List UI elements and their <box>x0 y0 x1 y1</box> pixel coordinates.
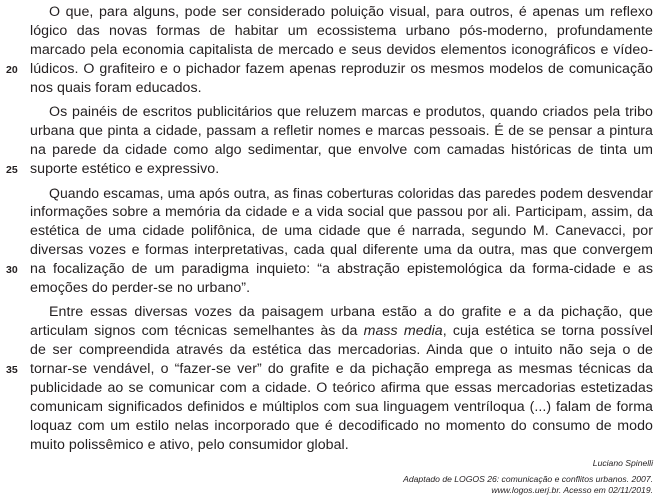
text-line: tornar-se vendável, o “fazer-se ver” do grafite e da pichação emprega as mesmas técnicas da <box>30 361 653 377</box>
text-line: Quando escamas, uma após outra, as finas coberturas coloridas das paredes podem desvendar <box>49 185 653 201</box>
text-line: na focalização de um paradigma inquieto: “a abstração epistemológica da forma-cidade e as <box>30 261 653 277</box>
text-line: loquaz com um estilo nelas incorporado que é decodificado no momento do consumo de modo <box>30 418 653 434</box>
text-line: Os painéis de escritos publicitários que reluzem marcas e produtos, quando criados pela tribo <box>49 104 653 120</box>
text-line: suporte estético e expressivo. <box>30 161 220 177</box>
text-line: articulam signos com técnicas semelhantes às da mass media, cuja estética se torna possível <box>30 323 653 339</box>
line-number: 20 <box>6 64 18 76</box>
line-number: 30 <box>6 264 18 276</box>
text-line: marcado pela economia capitalista de mercado e seus devidos elementos iconográficos e vídeo- <box>30 42 653 58</box>
line-number: 35 <box>6 364 18 376</box>
text-line: diversas vozes e formas interpretativas, cada qual diferente uma da outra, mas que convergem <box>30 242 653 258</box>
text-line: lógico das novas formas de habitar um ecossistema urbano pós-moderno, profundamente <box>30 23 653 39</box>
text-line: urbana que pinta a cidade, passam a refletir nomes e marcas pessoais. É de se pensar a pintura <box>30 123 653 139</box>
text-line: comunicam significados definidos e múltiplos com sua linguagem ventríloqua (...) falam de forma <box>30 399 653 415</box>
text-line: muito polissêmico e ativo, pelo consumidor global. <box>30 437 349 453</box>
source-url: www.logos.uerj.br. Acesso em 02/11/2019. <box>491 485 653 495</box>
italic-term: mass media <box>363 323 443 339</box>
text-line: emoções do perder-se no urbano”. <box>30 280 251 296</box>
text-line: O que, para alguns, pode ser considerado poluição visual, para outros, é apenas um reflexo <box>49 4 653 20</box>
source-citation: Adaptado de LOGOS 26: comunicação e conflitos urbanos. 2007. <box>403 474 653 484</box>
line-number: 25 <box>6 164 18 176</box>
text-line: de ser compreendida através da estética das mercadorias. Ainda que o intuito não seja o de <box>30 342 653 358</box>
text-line: publicidade ao se comunicar com a cidade. O teórico afirma que essas mercadorias estetizadas <box>30 380 653 396</box>
text-line: na parede da cidade como algo sedimentar, que envolve com camadas históricas de tinta um <box>30 142 653 158</box>
text-line: nos quais foram educados. <box>30 80 202 96</box>
text-line: informações sobre a memória da cidade e a vida social que passou por ali. Participam, assim, da <box>30 204 653 220</box>
text-line: estética de uma cidade polifônica, de uma cidade que é narrada, segundo M. Canevacci, por <box>30 223 653 239</box>
text-line: Entre essas diversas vozes da paisagem urbana estão a do grafite e a da pichação, que <box>49 304 653 320</box>
text-line: lúdicos. O grafiteiro e o pichador fazem apenas reproduzir os mesmos modelos de comunicação <box>30 61 653 77</box>
author-credit: Luciano Spinelli <box>592 458 653 468</box>
